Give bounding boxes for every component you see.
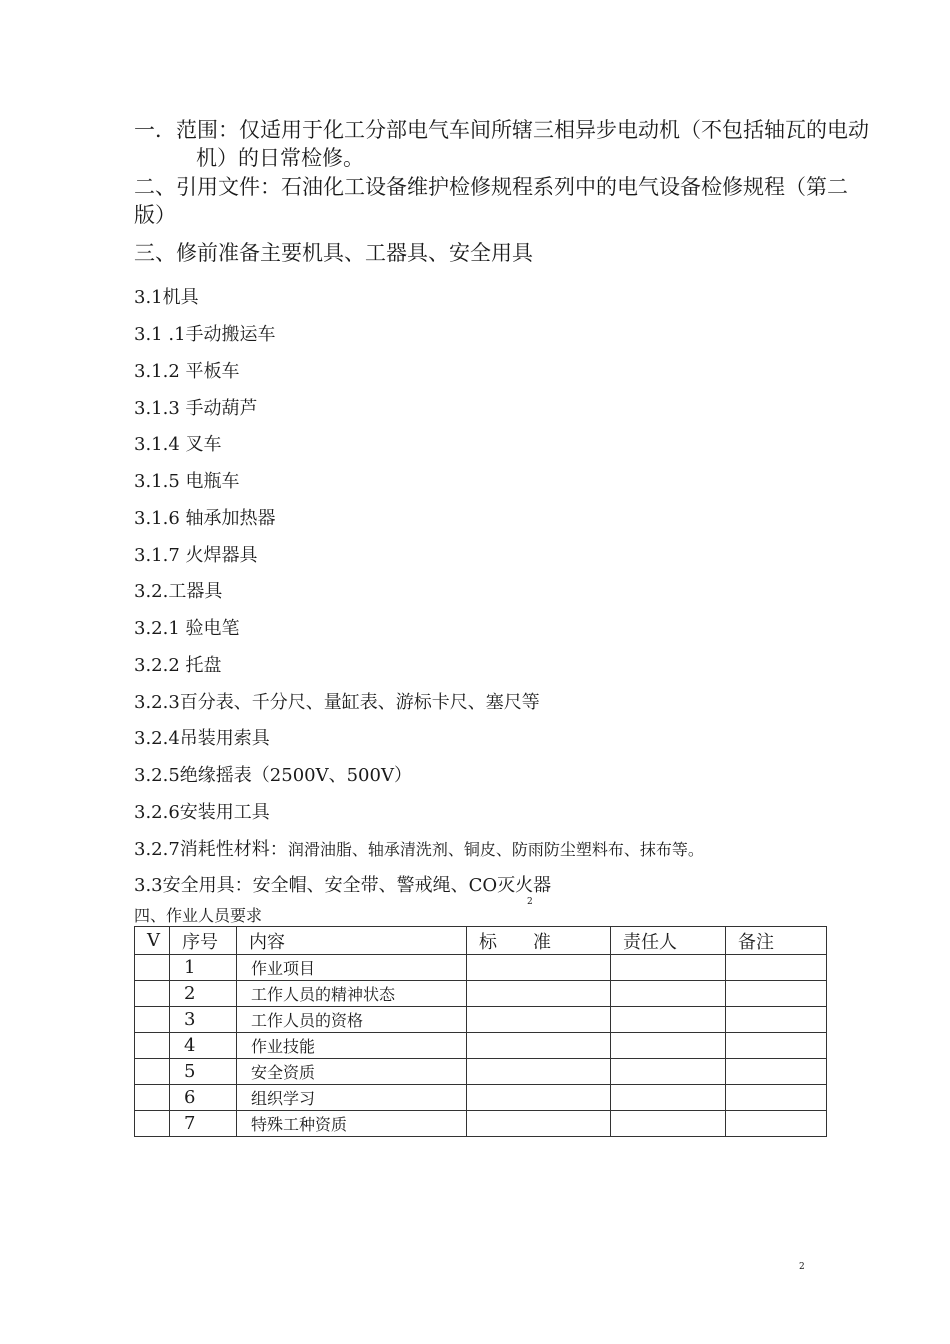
cell-remark	[726, 1085, 827, 1111]
section-1-line-1: 一．范围：仅适用于化工分部电气车间所辖三相异步电动机（不包括轴瓦的电动	[134, 118, 869, 142]
list-item-safety-gear: 3.3安全用具：安全帽、安全带、警戒绳、CO灭火器	[134, 875, 552, 896]
cell-content: 安全资质	[237, 1059, 467, 1085]
cell-seq: 5	[170, 1059, 237, 1085]
cell-content: 作业项目	[237, 955, 467, 981]
table-row	[135, 1059, 827, 1085]
header-seq: 序号	[170, 927, 237, 955]
superscript-mark: 2	[527, 897, 533, 907]
section-2-line-1: 二、引用文件：石油化工设备维护检修规程系列中的电气设备检修规程（第二	[134, 175, 848, 199]
cell-owner	[611, 1059, 726, 1085]
cell-check	[135, 1059, 170, 1085]
cell-seq: 3	[170, 1007, 237, 1033]
cell-standard	[467, 955, 611, 981]
cell-check	[135, 981, 170, 1007]
cell-seq: 1	[170, 955, 237, 981]
page-number: 2	[799, 1262, 805, 1272]
header-check: V	[135, 927, 170, 955]
cell-standard	[467, 1007, 611, 1033]
list-item-consumables	[134, 838, 704, 862]
list-item: 3.1.2 平板车	[134, 361, 240, 382]
cell-owner	[611, 1033, 726, 1059]
cell-remark	[726, 955, 827, 981]
list-item: 3.2.工器具	[134, 581, 223, 602]
cell-owner	[611, 1007, 726, 1033]
cell-owner	[611, 955, 726, 981]
cell-owner	[611, 981, 726, 1007]
cell-owner	[611, 1085, 726, 1111]
cell-standard	[467, 1085, 611, 1111]
list-item: 3.1机具	[134, 287, 199, 308]
table-row	[135, 981, 827, 1007]
list-item: 3.2.1 验电笔	[134, 618, 240, 639]
cell-check	[135, 1007, 170, 1033]
list-item: 3.2.4吊装用索具	[134, 728, 270, 749]
cell-check	[135, 1111, 170, 1137]
cell-remark	[726, 1033, 827, 1059]
list-item: 3.1 .1手动搬运车	[134, 324, 276, 345]
header-owner: 责任人	[611, 927, 726, 955]
cell-remark	[726, 1007, 827, 1033]
cell-remark	[726, 1111, 827, 1137]
list-item: 3.1.3 手动葫芦	[134, 398, 258, 419]
list-item: 3.1.4 叉车	[134, 434, 222, 455]
table-row	[135, 1085, 827, 1111]
cell-remark	[726, 981, 827, 1007]
table-row	[135, 955, 827, 981]
requirements-table	[134, 926, 827, 1137]
list-item: 3.2.2 托盘	[134, 655, 222, 676]
cell-content: 工作人员的资格	[237, 1007, 467, 1033]
list-item: 3.2.3百分表、千分尺、量缸表、游标卡尺、塞尺等	[134, 692, 540, 713]
cell-standard	[467, 1111, 611, 1137]
table-header-row	[135, 927, 827, 955]
cell-check	[135, 1033, 170, 1059]
cell-standard	[467, 1033, 611, 1059]
header-remark: 备注	[726, 927, 827, 955]
cell-content: 工作人员的精神状态	[237, 981, 467, 1007]
section-4-heading: 四、作业人员要求	[134, 906, 263, 925]
cell-content: 作业技能	[237, 1033, 467, 1059]
cell-check	[135, 955, 170, 981]
list-item: 3.2.5绝缘摇表（2500V、500V）	[134, 765, 412, 786]
table-row	[135, 1033, 827, 1059]
table-row	[135, 1007, 827, 1033]
list-item: 3.1.5 电瓶车	[134, 471, 240, 492]
cell-content: 特殊工种资质	[237, 1111, 467, 1137]
section-2-line-2: 版）	[134, 203, 176, 227]
cell-seq: 6	[170, 1085, 237, 1111]
list-item: 3.1.7 火焊器具	[134, 545, 258, 566]
cell-standard	[467, 1059, 611, 1085]
cell-remark	[726, 1059, 827, 1085]
list-item: 3.2.6安装用工具	[134, 802, 270, 823]
cell-seq: 2	[170, 981, 237, 1007]
cell-check	[135, 1085, 170, 1111]
cell-seq: 4	[170, 1033, 237, 1059]
section-3-heading: 三、修前准备主要机具、工器具、安全用具	[134, 241, 533, 265]
list-item: 3.1.6 轴承加热器	[134, 508, 276, 529]
cell-owner	[611, 1111, 726, 1137]
header-content: 内容	[237, 927, 467, 955]
table-row	[135, 1111, 827, 1137]
cell-content: 组织学习	[237, 1085, 467, 1111]
header-standard: 标 准	[467, 927, 611, 955]
consumables-detail: 润滑油脂、轴承清洗剂、铜皮、防雨防尘塑料布、抹布等。	[287, 840, 704, 859]
consumables-label: 3.2.7消耗性材料：	[134, 839, 288, 860]
cell-seq: 7	[170, 1111, 237, 1137]
cell-standard	[467, 981, 611, 1007]
section-1-line-2: 机）的日常检修。	[196, 146, 364, 170]
